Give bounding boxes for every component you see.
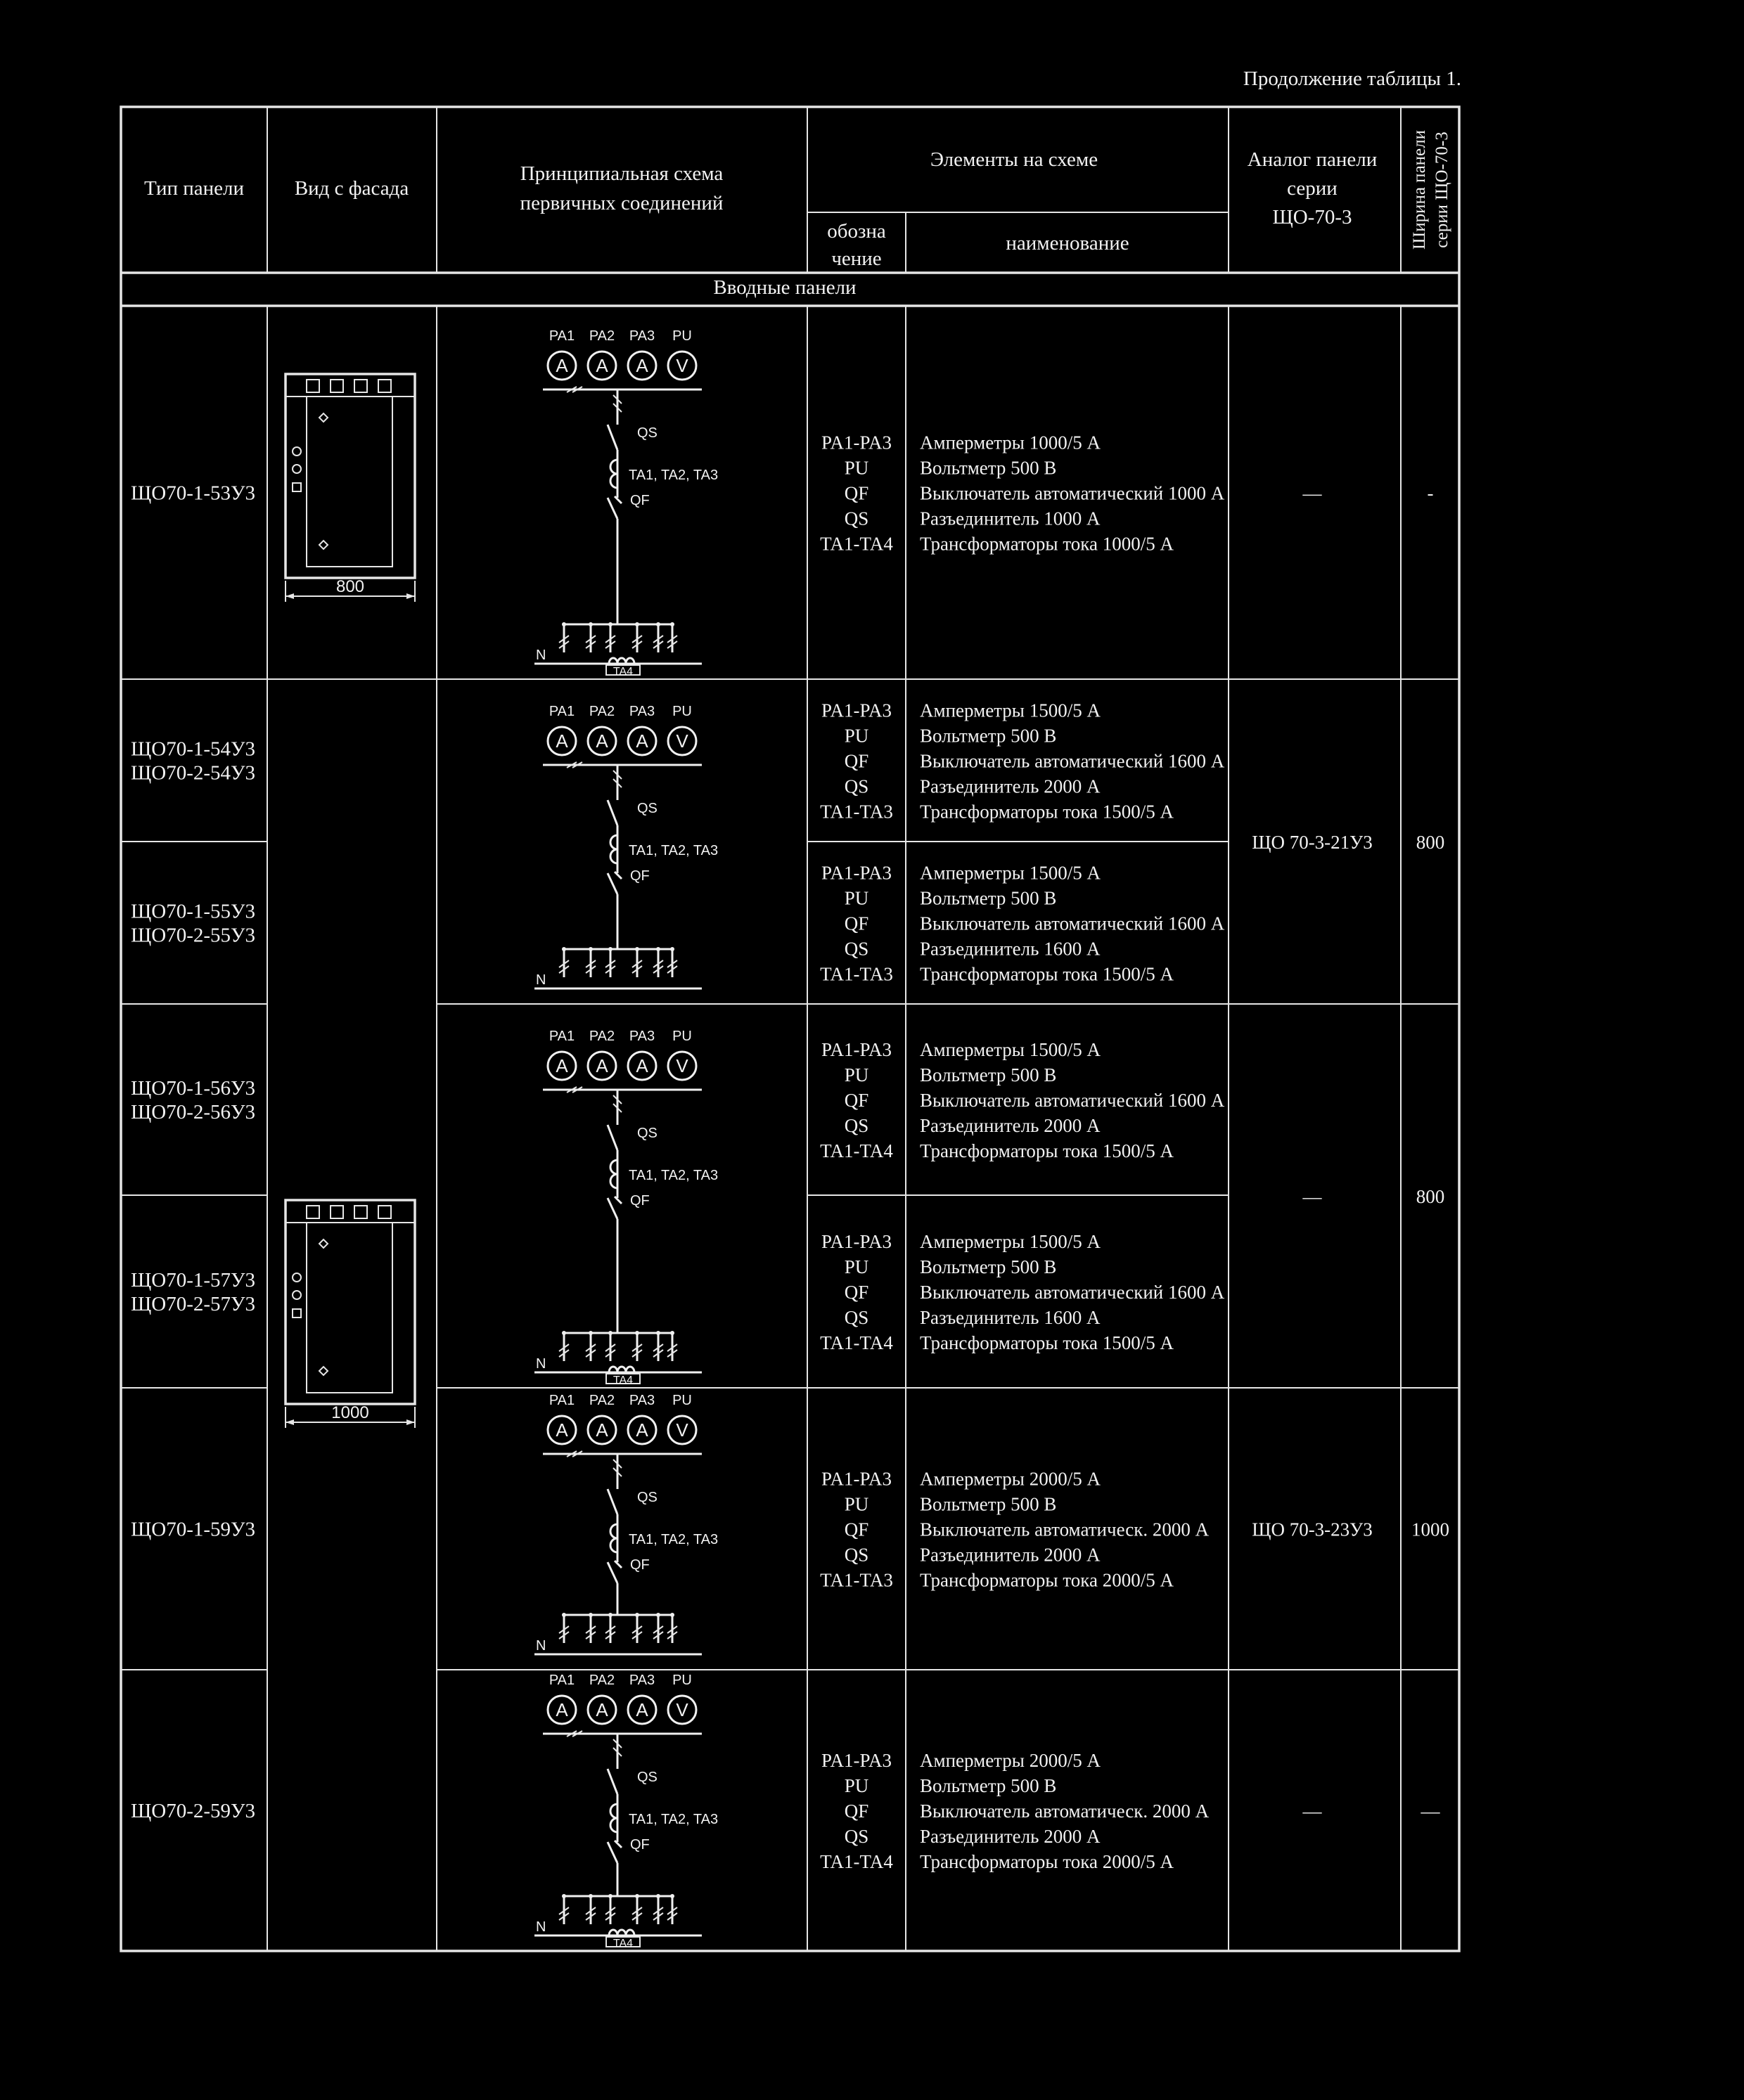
door-lock: [319, 1367, 328, 1375]
element-code: QS: [844, 1544, 869, 1566]
element-name: Выключатель автоматический 1600 А: [920, 1090, 1225, 1111]
header-designation-1: обозна: [827, 220, 886, 243]
element-code: TA1-TA4: [820, 1332, 893, 1353]
meter-label: PA3: [629, 1393, 655, 1408]
neutral-label: N: [536, 648, 546, 663]
ct-label: TA1, TA2, TA3: [629, 1168, 719, 1183]
element-code: TA1-TA4: [820, 533, 893, 555]
element-name: Трансформаторы тока 1000/5 А: [920, 533, 1174, 555]
meter-label: PA2: [589, 1029, 615, 1044]
ct-label: TA1, TA2, TA3: [629, 1532, 719, 1547]
meter-symbol: A: [636, 1699, 648, 1720]
meter-symbol: V: [676, 1699, 688, 1720]
element-name: Трансформаторы тока 2000/5 А: [920, 1569, 1174, 1591]
header-scheme-1: Принципиальная схема: [520, 162, 724, 185]
element-name: Трансформаторы тока 1500/5 А: [920, 1140, 1174, 1161]
element-code: QS: [844, 1307, 869, 1328]
header-type: Тип панели: [143, 177, 245, 200]
element-name: Вольтметр 500 В: [920, 725, 1057, 747]
meter-label: PU: [672, 1029, 692, 1044]
panel-type: ЩО70-2-57У3: [131, 1293, 256, 1315]
bus-node: [608, 947, 613, 951]
bus-node: [562, 622, 566, 626]
element-name: Трансформаторы тока 1500/5 А: [920, 963, 1174, 985]
element-code: QF: [844, 1519, 869, 1540]
qf-label: QF: [630, 1837, 650, 1853]
element-code: PA1-PA3: [821, 1750, 892, 1771]
element-code: QS: [844, 508, 869, 529]
control-knob: [293, 465, 301, 473]
qf-label: QF: [630, 868, 650, 884]
element-name: Выключатель автоматическ. 2000 А: [920, 1519, 1210, 1540]
element-name: Разъединитель 2000 А: [920, 1544, 1101, 1566]
meter-symbol: A: [596, 1699, 608, 1720]
qf-label: QF: [630, 493, 650, 508]
neutral-label: N: [536, 1919, 546, 1935]
dimension-arrow: [406, 593, 415, 599]
door-lock: [319, 413, 328, 422]
neutral-label: N: [536, 972, 546, 988]
header-width-2: серии ЩО-70-3: [1432, 131, 1451, 248]
dimension-arrow: [406, 1419, 415, 1425]
qs-label: QS: [637, 1490, 658, 1505]
panel-type: ЩО70-1-57У3: [131, 1269, 256, 1291]
element-code: QS: [844, 1115, 869, 1136]
meter-symbol: A: [596, 730, 608, 752]
bus-node: [656, 1613, 660, 1617]
analog-value: —: [1302, 1186, 1322, 1207]
meter-label: PA3: [629, 328, 655, 344]
element-code: PA1-PA3: [821, 1468, 892, 1490]
meter-symbol: A: [596, 1419, 608, 1441]
meter-label: PA1: [549, 704, 575, 719]
element-name: Разъединитель 1600 А: [920, 938, 1101, 960]
meter-label: PA1: [549, 1029, 575, 1044]
meter-label: PA3: [629, 704, 655, 719]
element-name: Трансформаторы тока 1500/5 А: [920, 801, 1174, 823]
element-name: Амперметры 1500/5 А: [920, 1039, 1101, 1060]
disconnector-qs-icon: [608, 1769, 617, 1794]
header-analog-3: ЩО-70-3: [1272, 206, 1352, 228]
table-frame: [121, 107, 1459, 1951]
ct-label: TA1, TA2, TA3: [629, 843, 719, 858]
qf-label: QF: [630, 1193, 650, 1209]
panel-type: ЩО70-2-56У3: [131, 1101, 256, 1123]
bus-node: [670, 1613, 674, 1617]
meter-symbol: A: [556, 1699, 568, 1720]
meter-symbol: A: [556, 1419, 568, 1441]
scheme-diagram: [534, 1673, 718, 1950]
width-value: 800: [1416, 1186, 1445, 1207]
control-switch: [293, 1309, 301, 1318]
qs-label: QS: [637, 1770, 658, 1785]
element-name: Выключатель автоматический 1600 А: [920, 1282, 1225, 1303]
facade-width-label: 800: [335, 577, 365, 596]
meter-label: PU: [672, 328, 692, 344]
disconnector-qs-icon: [608, 1125, 617, 1150]
indicator-window: [378, 1206, 391, 1218]
meter-label: PA2: [589, 328, 615, 344]
panel-type: ЩО70-1-56У3: [131, 1077, 256, 1100]
bus-node: [670, 947, 674, 951]
cabinet-door: [307, 1223, 392, 1393]
door-lock: [319, 541, 328, 549]
dimension-arrow: [286, 1419, 294, 1425]
bus-node: [608, 1894, 613, 1898]
facade-view: [286, 374, 415, 602]
header-width-1: Ширина панели: [1410, 129, 1429, 250]
bus-node: [635, 1331, 639, 1335]
section-title: Вводные панели: [713, 276, 857, 299]
bus-node: [562, 1613, 566, 1617]
element-name: Разъединитель 1000 А: [920, 508, 1101, 529]
bus-node: [562, 1894, 566, 1898]
indicator-window: [354, 380, 367, 392]
meter-symbol: A: [636, 1419, 648, 1441]
panel-type: ЩО70-1-54У3: [131, 737, 256, 761]
meter-symbol: A: [636, 730, 648, 752]
element-name: Вольтметр 500 В: [920, 1064, 1057, 1086]
analog-value: —: [1302, 1801, 1322, 1822]
qs-label: QS: [637, 1126, 658, 1141]
elements-columns: [820, 432, 1225, 1873]
element-code: QF: [844, 1282, 869, 1303]
indicator-window: [307, 380, 319, 392]
breaker-qf-icon: [608, 1841, 622, 1863]
width-value: -: [1427, 482, 1434, 504]
element-name: Разъединитель 1600 А: [920, 1307, 1101, 1328]
element-name: Вольтметр 500 В: [920, 887, 1057, 909]
neutral-label: N: [536, 1356, 546, 1372]
scheme-diagram: [534, 1029, 718, 1386]
ct-label: TA1, TA2, TA3: [629, 468, 719, 483]
element-code: QF: [844, 1090, 869, 1111]
cabinet-outline: [286, 1200, 415, 1404]
element-name: Амперметры 1500/5 А: [920, 700, 1101, 721]
panel-type: ЩО70-2-54У3: [131, 761, 256, 785]
qs-label: QS: [637, 425, 658, 441]
element-name: Амперметры 2000/5 А: [920, 1468, 1101, 1490]
control-switch: [293, 483, 301, 491]
cabinet-outline: [286, 374, 415, 578]
scheme-diagram: [534, 1393, 718, 1654]
element-code: QF: [844, 750, 869, 772]
meter-label: PU: [672, 1673, 692, 1688]
element-code: QF: [844, 1801, 869, 1822]
bus-node: [635, 1894, 639, 1898]
breaker-qf-icon: [608, 496, 622, 519]
bus-node: [656, 947, 660, 951]
header-designation-2: чение: [831, 247, 882, 270]
indicator-window: [331, 1206, 343, 1218]
element-name: Вольтметр 500 В: [920, 1493, 1057, 1515]
meter-label: PA3: [629, 1029, 655, 1044]
panel-type: ЩО70-2-55У3: [131, 924, 256, 947]
bus-node: [589, 622, 593, 626]
meter-symbol: A: [556, 730, 568, 752]
meter-label: PA2: [589, 704, 615, 719]
disconnector-qs-icon: [608, 800, 617, 825]
width-value: —: [1421, 1801, 1440, 1822]
element-name: Трансформаторы тока 1500/5 А: [920, 1332, 1174, 1353]
bus-node: [635, 947, 639, 951]
element-code: PU: [844, 1775, 869, 1796]
panel-type: ЩО70-1-53У3: [131, 482, 256, 505]
header-analog-2: серии: [1287, 177, 1338, 200]
element-code: TA1-TA3: [820, 1569, 893, 1591]
meter-label: PU: [672, 704, 692, 719]
neutral-label: N: [536, 1638, 546, 1654]
ta4-label: TA4: [613, 666, 634, 678]
analog-columns: [1252, 483, 1449, 1822]
bus-node: [589, 1613, 593, 1617]
element-code: QS: [844, 775, 869, 797]
meter-label: PA1: [549, 1673, 575, 1688]
width-value: 800: [1416, 832, 1445, 853]
bus-node: [635, 622, 639, 626]
header-elements: Элементы на схеме: [930, 148, 1098, 171]
element-code: TA1-TA3: [820, 963, 893, 985]
element-name: Амперметры 1500/5 А: [920, 1231, 1101, 1252]
meter-label: PA2: [589, 1673, 615, 1688]
header-facade: Вид с фасада: [294, 177, 409, 200]
breaker-qf-icon: [608, 1197, 622, 1219]
panel-type: ЩО70-1-59У3: [131, 1518, 256, 1541]
meter-symbol: A: [636, 355, 648, 376]
panel-type: ЩО70-1-55У3: [131, 900, 256, 923]
element-name: Выключатель автоматический 1600 А: [920, 913, 1225, 934]
disconnector-qs-icon: [608, 425, 617, 450]
analog-value: ЩО 70-3-23У3: [1252, 1519, 1373, 1540]
element-code: PU: [844, 1493, 869, 1515]
meter-symbol: V: [676, 355, 688, 376]
meter-label: PU: [672, 1393, 692, 1408]
header-analog-1: Аналог панели: [1247, 148, 1378, 171]
meter-label: PA3: [629, 1673, 655, 1688]
scheme-diagram: [534, 704, 718, 988]
element-code: TA1-TA3: [820, 801, 893, 823]
element-code: PA1-PA3: [821, 1039, 892, 1060]
element-code: QF: [844, 482, 869, 504]
element-code: QS: [844, 1826, 869, 1847]
qs-label: QS: [637, 801, 658, 816]
meter-symbol: A: [596, 1055, 608, 1076]
element-code: QF: [844, 913, 869, 934]
meter-symbol: A: [556, 1055, 568, 1076]
element-name: Вольтметр 500 В: [920, 1775, 1057, 1796]
element-code: PA1-PA3: [821, 432, 892, 453]
element-name: Трансформаторы тока 2000/5 А: [920, 1851, 1174, 1872]
element-name: Амперметры 1000/5 А: [920, 432, 1101, 453]
meter-label: PA1: [549, 1393, 575, 1408]
bus-node: [608, 1613, 613, 1617]
type-column: [131, 482, 255, 1823]
ta4-label: TA4: [613, 1374, 634, 1386]
element-code: PA1-PA3: [821, 1231, 892, 1252]
header-name: наименование: [1006, 232, 1129, 255]
element-name: Выключатель автоматический 1000 А: [920, 482, 1225, 504]
analog-value: —: [1302, 482, 1322, 504]
indicator-window: [307, 1206, 319, 1218]
element-code: TA1-TA4: [820, 1140, 893, 1161]
element-code: PA1-PA3: [821, 700, 892, 721]
bus-node: [656, 1331, 660, 1335]
control-knob: [293, 1291, 301, 1299]
panel-type: ЩО70-2-59У3: [131, 1800, 256, 1822]
element-code: PU: [844, 1256, 869, 1277]
bus-node: [608, 1331, 613, 1335]
qf-label: QF: [630, 1557, 650, 1573]
breaker-qf-icon: [608, 1561, 622, 1583]
facade-width-label: 1000: [331, 1403, 369, 1422]
meter-symbol: A: [636, 1055, 648, 1076]
meter-symbol: V: [676, 730, 688, 752]
bus-node: [670, 1894, 674, 1898]
facade-view: [286, 1200, 415, 1428]
meter-symbol: V: [676, 1055, 688, 1076]
bus-node: [656, 1894, 660, 1898]
scheme-diagram: [534, 328, 718, 678]
element-name: Амперметры 2000/5 А: [920, 1750, 1101, 1771]
element-code: TA1-TA4: [820, 1851, 893, 1872]
bus-node: [635, 1613, 639, 1617]
table-grid: [121, 107, 1459, 1951]
bus-node: [608, 622, 613, 626]
element-name: Разъединитель 2000 А: [920, 775, 1101, 797]
control-knob: [293, 1273, 301, 1282]
element-name: Разъединитель 2000 А: [920, 1826, 1101, 1847]
cabinet-door: [307, 397, 392, 567]
element-name: Амперметры 1500/5 А: [920, 862, 1101, 884]
bus-node: [670, 1331, 674, 1335]
ct-label: TA1, TA2, TA3: [629, 1812, 719, 1827]
element-name: Выключатель автоматическ. 2000 А: [920, 1801, 1210, 1822]
bus-node: [589, 1894, 593, 1898]
element-name: Вольтметр 500 В: [920, 457, 1057, 479]
bus-node: [589, 1331, 593, 1335]
bus-node: [656, 622, 660, 626]
element-name: Вольтметр 500 В: [920, 1256, 1057, 1277]
bus-node: [670, 622, 674, 626]
header-scheme-2: первичных соединений: [520, 192, 724, 214]
meter-symbol: A: [596, 355, 608, 376]
element-code: PU: [844, 457, 869, 479]
table-caption: Продолжение таблицы 1.: [1243, 67, 1461, 90]
breaker-qf-icon: [608, 872, 622, 894]
indicator-window: [354, 1206, 367, 1218]
element-name: Разъединитель 2000 А: [920, 1115, 1101, 1136]
analog-value: ЩО 70-3-21У3: [1252, 832, 1373, 853]
width-value: 1000: [1411, 1519, 1449, 1540]
ta4-label: TA4: [613, 1938, 634, 1950]
door-lock: [319, 1239, 328, 1248]
element-code: PA1-PA3: [821, 862, 892, 884]
control-knob: [293, 447, 301, 456]
bus-node: [562, 1331, 566, 1335]
element-code: QS: [844, 938, 869, 960]
dimension-arrow: [286, 593, 294, 599]
element-code: PU: [844, 725, 869, 747]
indicator-window: [378, 380, 391, 392]
meter-symbol: A: [556, 355, 568, 376]
meter-symbol: V: [676, 1419, 688, 1441]
meter-label: PA2: [589, 1393, 615, 1408]
element-name: Выключатель автоматический 1600 А: [920, 750, 1225, 772]
bus-node: [589, 947, 593, 951]
indicator-window: [331, 380, 343, 392]
element-code: PU: [844, 887, 869, 909]
bus-node: [562, 947, 566, 951]
element-code: PU: [844, 1064, 869, 1086]
disconnector-qs-icon: [608, 1489, 617, 1514]
meter-label: PA1: [549, 328, 575, 344]
